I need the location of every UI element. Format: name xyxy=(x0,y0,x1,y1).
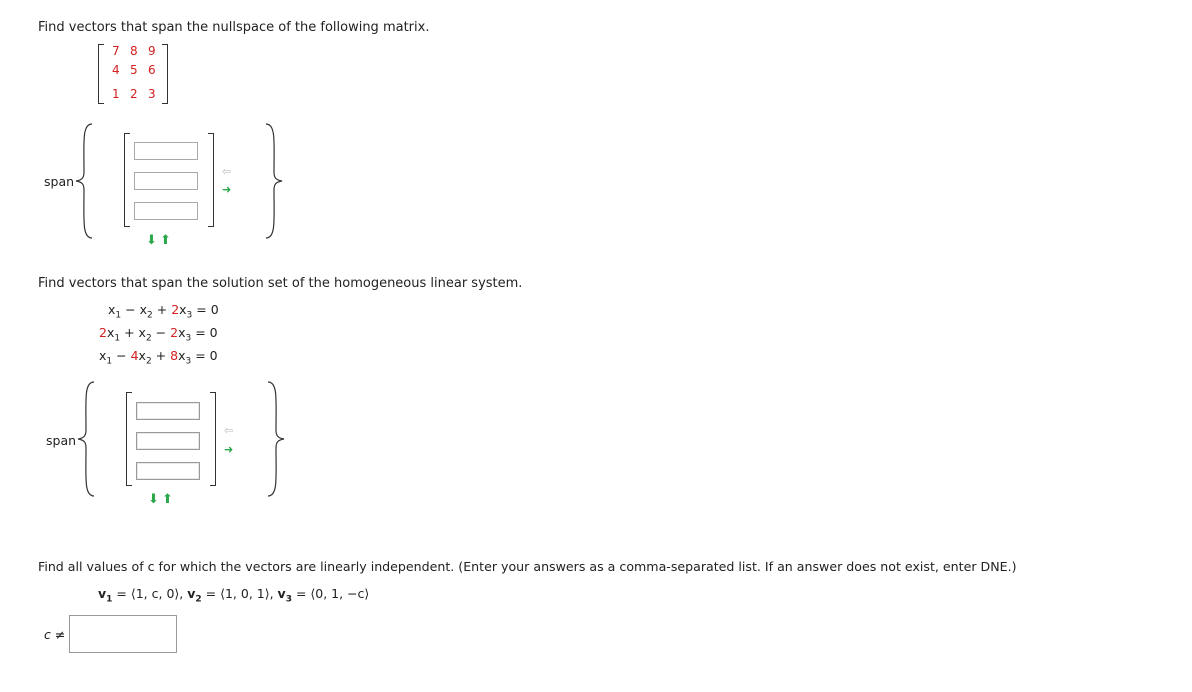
q1-prompt: Find vectors that span the nullspace of the following matrix. xyxy=(38,20,430,35)
matrix-cell: 2 xyxy=(130,87,138,101)
q2-vector-input-3[interactable] xyxy=(136,462,200,480)
right-brace-icon xyxy=(264,380,288,498)
arrow-right-icon[interactable]: ➜ xyxy=(224,443,234,456)
q2-span-label: span xyxy=(46,433,77,448)
matrix-cell: 7 xyxy=(112,44,120,58)
matrix-cell: 1 xyxy=(112,87,120,101)
arrow-up-icon[interactable]: ⬆ xyxy=(162,492,173,507)
q3-answer-label: c ≠ xyxy=(44,627,66,642)
equation-row: $2x_1 + x_2 - 2x_3 = 0$ xyxy=(99,325,218,344)
left-brace-icon xyxy=(74,380,98,498)
vector-right-bracket xyxy=(210,392,216,486)
arrow-down-icon[interactable]: ⬇ xyxy=(146,233,157,248)
vector-right-bracket xyxy=(208,133,214,227)
vector-left-bracket xyxy=(126,392,132,486)
left-brace-icon xyxy=(72,122,96,240)
arrow-right-icon[interactable]: ➜ xyxy=(222,183,232,196)
arrow-up-icon[interactable]: ⬆ xyxy=(160,233,171,248)
matrix-cell: 3 xyxy=(148,87,156,101)
matrix-cell: 5 xyxy=(130,63,138,77)
q1-span-label: span xyxy=(44,174,75,189)
q1-matrix xyxy=(98,44,168,102)
equation-row: $x_1 - 4x_2 + 8x_3 = 0$ xyxy=(99,348,218,367)
q1-vector-input-1[interactable] xyxy=(134,142,198,160)
matrix-cell: 6 xyxy=(148,63,156,77)
q3-prompt: Find all values of c for which the vectors are linearly independent. (Enter your answers as a comma-separated list. If an answer does not exist, enter DNE.) xyxy=(38,559,1017,574)
matrix-right-bracket xyxy=(162,44,168,104)
arrow-left-icon[interactable]: ⇦ xyxy=(224,424,234,437)
right-brace-icon xyxy=(262,122,286,240)
q2-prompt: Find vectors that span the solution set of the homogeneous linear system. xyxy=(38,276,523,291)
q1-vector-input-3[interactable] xyxy=(134,202,198,220)
matrix-cell: 9 xyxy=(148,44,156,58)
q1-vector-input-2[interactable] xyxy=(134,172,198,190)
vector-left-bracket xyxy=(124,133,130,227)
q3-vectors: $v_1$ = ⟨1, c, 0⟩, $v_2$ = ⟨1, 0, 1⟩, $v_3$ = ⟨0, 1, −c⟩ xyxy=(98,586,370,605)
q2-vector-input-1[interactable] xyxy=(136,402,200,420)
matrix-cell: 8 xyxy=(130,44,138,58)
equation-row: $x_1 - x_2 + 2x_3 = 0$ xyxy=(108,302,219,321)
arrow-left-icon[interactable]: ⇦ xyxy=(222,165,232,178)
matrix-cell: 4 xyxy=(112,63,120,77)
arrow-down-icon[interactable]: ⬇ xyxy=(148,492,159,507)
q2-vector-input-2[interactable] xyxy=(136,432,200,450)
matrix-left-bracket xyxy=(98,44,104,104)
c-answer-input[interactable] xyxy=(69,615,177,653)
